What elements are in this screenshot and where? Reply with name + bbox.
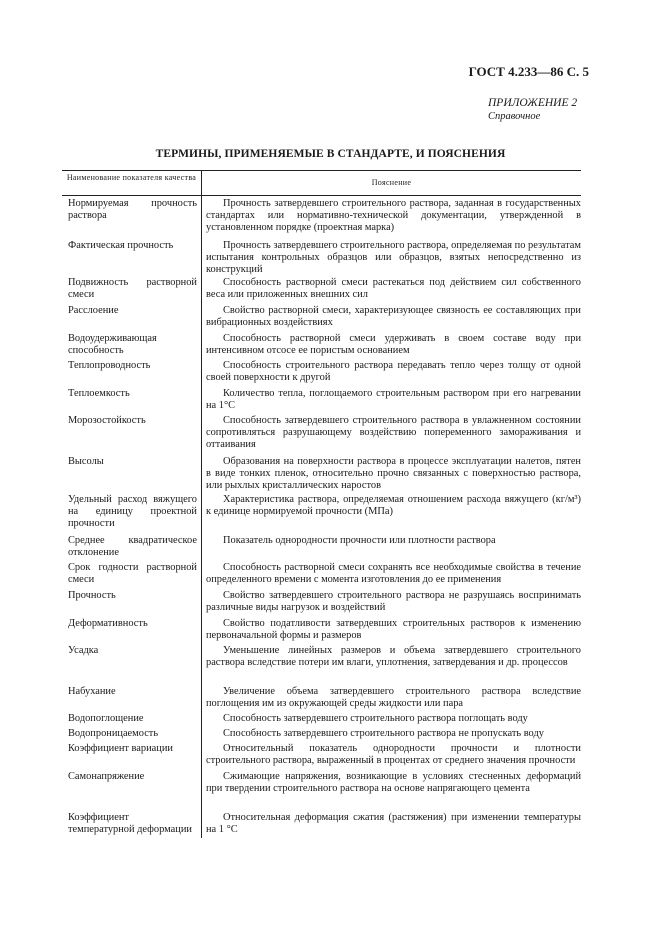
table-row — [62, 643, 581, 684]
definition-cell: Прочность затвердевшего строительного раствора, определяемая по результатам испытания контрольных образцов или образцов, взятых непосредственно из конструкций — [206, 240, 581, 276]
table-row — [62, 238, 581, 275]
definition-cell: Способность строительного раствора передавать тепло через толщу от одной своей поверхности к другой — [206, 360, 581, 384]
table-row — [62, 196, 581, 238]
definition-cell: Показатель однородности прочности или плотности раствора — [223, 535, 496, 546]
term-cell: Высолы — [68, 456, 104, 467]
table-row — [62, 454, 581, 492]
table-row — [62, 684, 581, 711]
definition-cell: Способность растворной смеси удерживать в своем составе воду при интенсивном отсосе ее пористым основанием — [206, 333, 581, 357]
table-row — [62, 741, 581, 769]
definition-cell: Образования на поверхности раствора в процессе эксплуатации налетов, пятен в виде тонких пленок, относительно прочно связанных с поверхностью раствора, или рыхлых кристаллических наростов — [206, 456, 581, 492]
terms-table — [62, 170, 581, 838]
definition-cell: Уменьшение линейных размеров и объема затвердевшего строительного раствора вследствие потери им влаги, уплотнения, затвердевания и др. процессов — [206, 645, 581, 669]
table-row — [62, 560, 581, 588]
term-cell: Деформативность — [68, 618, 148, 629]
definition-cell: Увеличение объема затвердевшего строительного раствора вследствие поглощения им из окружающей среды жидкости или пара — [206, 686, 581, 710]
definition-cell: Способность растворной смеси сохранять все необходимые свойства в течение определенного времени с момента изготовления до ее применения — [206, 562, 581, 586]
table-row — [62, 386, 581, 413]
appendix-title: ПРИЛОЖЕНИЕ 2 — [488, 97, 578, 109]
term-cell: Удельный расход вяжущего на единицу проектной прочности — [68, 494, 197, 530]
definition-cell: Способность растворной смеси растекаться под действием сил собственного веса или приложенных внешних сил — [206, 277, 581, 301]
term-cell: Прочность — [68, 590, 116, 601]
table-row — [62, 588, 581, 616]
table-row — [62, 711, 581, 726]
definition-cell: Способность затвердевшего строительного раствора не пропускать воду — [223, 728, 544, 739]
term-cell: Теплоемкость — [68, 388, 130, 399]
term-cell: Морозостойкость — [68, 415, 146, 426]
page-title: ТЕРМИНЫ, ПРИМЕНЯЕМЫЕ В СТАНДАРТЕ, И ПОЯСНЕНИЯ — [155, 148, 506, 160]
table-row — [62, 331, 581, 358]
table-row — [62, 810, 581, 838]
table-row — [62, 413, 581, 454]
term-cell: Среднее квадратическое отклонение — [68, 535, 197, 559]
term-cell: Водоудерживающая способность — [68, 333, 157, 357]
definition-cell: Свойство растворной смеси, характеризующее связность ее составляющих при вибрационных воздействиях — [206, 305, 581, 329]
definition-cell: Свойство податливости затвердевших строительных растворов к изменению первоначальной формы и размеров — [206, 618, 581, 642]
definition-cell: Прочность затвердевшего строительного раствора, заданная в государственных стандартах или нормативно-технической документации, утвержденной в установленном порядке (проектная марка) — [206, 198, 581, 234]
table-row — [62, 726, 581, 741]
appendix-type: Справочное — [488, 111, 541, 122]
appendix-label — [488, 97, 577, 123]
definition-cell: Свойство затвердевшего строительного раствора не разрушаясь воспринимать различные виды нагрузок и воздействий — [206, 590, 581, 614]
table-body — [62, 196, 581, 838]
term-cell: Нормируемая прочность раствора — [68, 198, 197, 222]
column-header-explanation: Пояснение — [371, 178, 412, 187]
column-header-term: Наименование показателя качества — [62, 171, 202, 195]
term-cell: Коэффициент температурной деформации — [68, 812, 192, 836]
table-header — [62, 170, 581, 196]
definition-cell: Сжимающие напряжения, возникающие в условиях стесненных деформаций при твердении строительного раствора на основе напрягающего цемента — [206, 771, 581, 795]
term-cell: Водопроницаемость — [68, 728, 159, 739]
definition-cell: Относительная деформация сжатия (растяжения) при изменении температуры на 1 °С — [206, 812, 581, 836]
term-cell: Набухание — [68, 686, 116, 697]
term-cell: Расслоение — [68, 305, 119, 316]
term-cell: Подвижность растворной смеси — [68, 277, 197, 301]
table-row — [62, 275, 581, 303]
term-cell: Усадка — [68, 645, 99, 656]
term-cell: Фактическая прочность — [68, 240, 174, 251]
term-cell: Срок годности растворной смеси — [68, 562, 197, 586]
term-cell: Коэффициент вариации — [68, 743, 173, 754]
definition-cell: Способность затвердевшего строительного раствора в увлажненном состоянии сопротивляться разрушающему воздействию попеременного замораживания и оттаивания — [206, 415, 581, 451]
definition-cell: Способность затвердевшего строительного раствора поглощать воду — [223, 713, 528, 724]
table-row — [62, 303, 581, 331]
table-row — [62, 616, 581, 643]
term-cell: Самонапряжение — [68, 771, 145, 782]
term-cell: Водопоглощение — [68, 713, 144, 724]
table-row — [62, 358, 581, 386]
definition-cell: Относительный показатель однородности прочности и плотности строительного раствора, выраженный в процентах от среднего значения прочности — [206, 743, 581, 767]
definition-cell: Характеристика раствора, определяемая отношением расхода вяжущего (кг/м³) к единице нормируемой прочности (МПа) — [206, 494, 581, 518]
table-row — [62, 533, 581, 560]
term-cell: Теплопроводность — [68, 360, 151, 371]
page-header: ГОСТ 4.233—86 С. 5 — [468, 64, 589, 79]
definition-cell: Количество тепла, поглощаемого строительным раствором при его нагревании на 1°С — [206, 388, 581, 412]
table-row — [62, 769, 581, 810]
table-row — [62, 492, 581, 533]
